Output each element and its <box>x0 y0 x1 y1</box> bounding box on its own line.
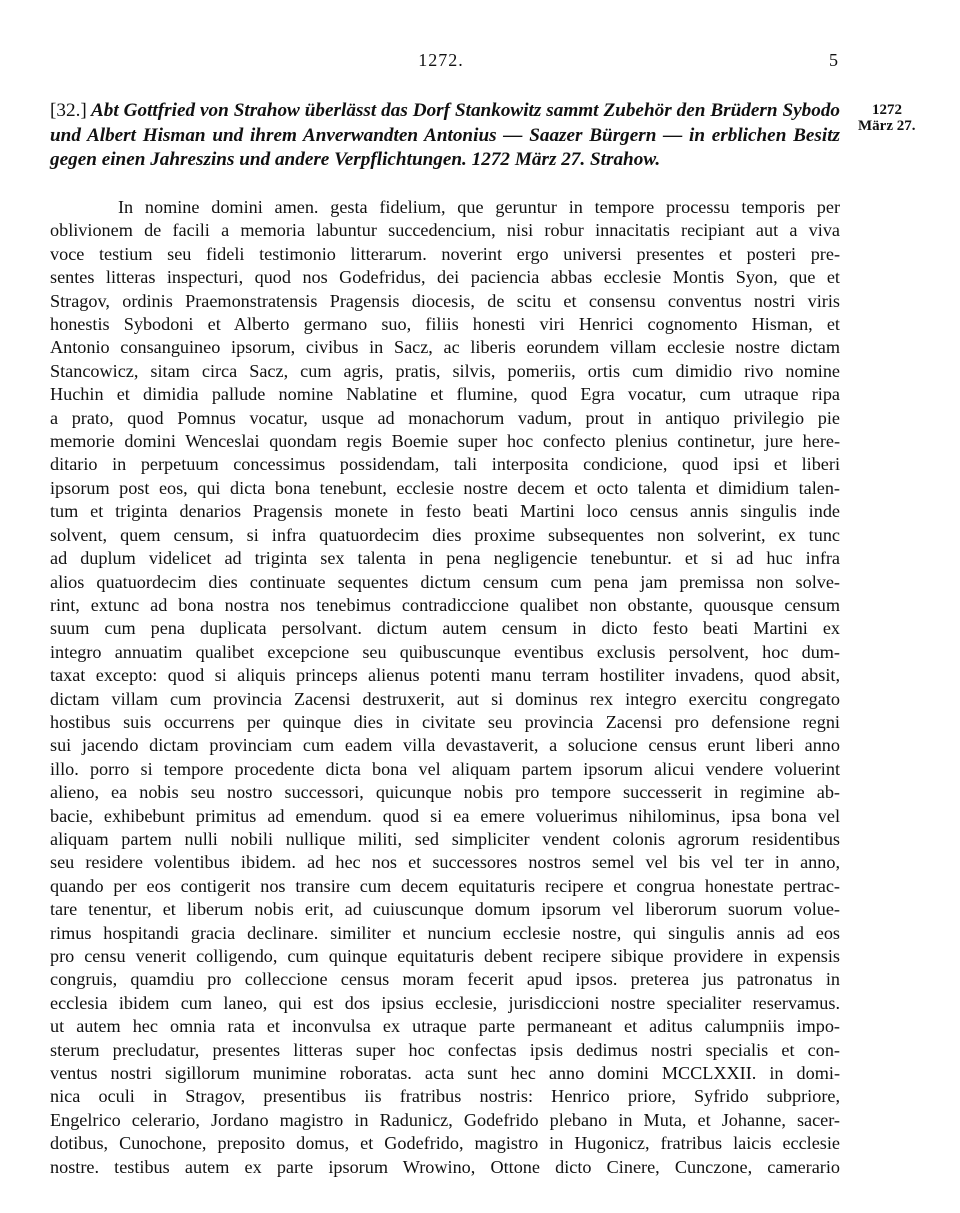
text-line: ditario in perpetuum concessimus possidendam, tali interposita condicione, quod ipsi et liberi <box>50 454 840 475</box>
text-line: rint, extunc ad bona nostra nos tenebimus contradiccione qualibet non obstante, quousque censum <box>50 594 840 615</box>
text-line: ut autem hec omnia rata et inconvulsa ex utraque parte permaneant et aditus calumpniis impo- <box>50 1016 840 1037</box>
text-line: hostibus suis occurrens per quinque dies in civitate seu provincia Zacensi pro defensione regni <box>50 711 840 732</box>
text-line: sentes litteras inspecturi, quod nos Godefridus, dei paciencia abbas ecclesie Montis Syon, que et <box>50 267 840 288</box>
page-number: 5 <box>829 50 838 70</box>
text-line: memorie domini Wenceslai quondam regis Boemie super hoc confecto plenius continetur, jure here- <box>50 431 840 452</box>
text-line: seu residere volentibus ibidem. ad hec nos et successores nostros semel vel bis vel ter in anno, <box>50 852 840 873</box>
text-line: aliquam partem nulli nobili nullique militi, sed simpliciter vendent colonis agrorum residentibus <box>50 828 840 849</box>
text-line: ecclesia ibidem cum laneo, qui est dos ipsius ecclesie, jurisdiccioni nostre specialiter reservamus. <box>50 992 840 1013</box>
text-line: In nomine domini amen. gesta fidelium, que geruntur in tempore processu temporis per <box>118 197 840 217</box>
text-line: sui jacendo dictam provinciam cum eadem villa devastaverit, a solucione census erunt liberi anno <box>50 735 840 756</box>
text-line: integro annuatim qualibet excepcione seu quibuscunque eventibus exclusis persolvent, hoc dum- <box>50 641 840 662</box>
text-line: a prato, quod Pomnus vocatur, usque ad monachorum vadum, prout in antiquo privilegio pie <box>50 407 840 428</box>
margin-note-year: 1272 <box>872 102 902 118</box>
text-line: Stancowicz, sitam circa Sacz, cum agris, pratis, silvis, pomeriis, ortis cum dimidio rivo nomine <box>50 360 840 381</box>
text-line: nostre. testibus autem ex parte ipsorum Wrowino, Ottone dicto Cinere, Cunczone, camerario <box>50 1156 840 1177</box>
page-header <box>0 50 960 74</box>
text-line: tum et triginta denarios Pragensis monete in festo beati Martini loco census annis singulis inde <box>50 501 840 522</box>
text-line: Huchin et dimidia pallude nomine Nablatine et flumine, quod Egra vocatur, cum utraque ripa <box>50 384 840 405</box>
text-line: dotibus, Cunochone, preposito domus, et Godefrido, magistro in Hugonicz, fratribus laicis ecclesie <box>50 1133 840 1154</box>
text-line: congruis, quamdiu pro colleccione census moram fecerit apud ipsos. preterea jus patronatus in <box>50 969 840 990</box>
margin-date-note <box>858 102 958 134</box>
text-line: oblivionem de facili a memoria labuntur succedencium, nisi robur innacitatis recipiant aut a viva <box>50 220 840 241</box>
text-line: suum cum pena duplicata persolvant. dictum autem censum in dicto festo beati Martini ex <box>50 618 840 639</box>
text-line: Engelrico celerario, Jordano magistro in Radunicz, Godefrido plebano in Muta, et Johanne, sacer- <box>50 1109 840 1130</box>
text-line: taxat excepto: quod si aliquis princeps alienus potenti manu terram hostiliter invadens, quod absit, <box>50 665 840 686</box>
text-line: illo. porro si tempore procedente dicta bona vel aliquam partem ipsorum alicui vendere voluerint <box>50 758 840 779</box>
text-line: dictam villam cum provincia Zacensi destruxerit, aut si dominus rex integro exercitu congregato <box>50 688 840 709</box>
text-line: honestis Sybodoni et Alberto germano suo, filiis honesti viri Henrici cognomento Hisman, et <box>50 314 840 335</box>
text-line: bacie, exhibebunt primitus ad emendum. quod si ea emere voluerimus nihilominus, ipsa bona vel <box>50 805 840 826</box>
charter-text <box>50 196 840 1179</box>
document-number: [32.] <box>50 100 87 121</box>
text-line: ventus nostri sigillorum munimine roboratas. acta sunt hec anno domini MCCLXXII. in domi- <box>50 1063 840 1084</box>
text-line: alieno, ea nobis seu nostro successori, quicunque nobis pro tempore successerit in regimine ab- <box>50 782 840 803</box>
text-line: Stragov, ordinis Praemonstratensis Pragensis diocesis, de scitu et consensu conventus nostri viris <box>50 290 840 311</box>
text-line: pro censu venerit colligendo, cum quinque equitaturis debent recipere sibique providere in expensis <box>50 946 840 966</box>
margin-note-date: März 27. <box>858 118 916 134</box>
document-regest <box>50 99 840 173</box>
text-line: voce testium seu fideli testimonio litterarum. noverint ergo universi presentes et posteri pre- <box>50 243 840 264</box>
text-line: solvent, quem censum, si infra quatuordecim dies proxime subsequentes non solverint, ex tunc <box>50 524 840 545</box>
text-line: quando per eos contigerit nos transire cum decem equitaturis recipere et congrua honestate pertrac- <box>50 875 840 896</box>
text-line: ipsorum post eos, qui dicta bona tenebunt, ecclesie nostre decem et octo talenta et dimidium talen- <box>50 477 840 498</box>
text-line: tare tenentur, et liberum nobis erit, ad cuiuscunque domum ipsorum vel liberorum suorum volue- <box>50 899 840 920</box>
text-line: ad duplum videlicet ad triginta sex talenta in pena negligencie tenebuntur. et si ad huc infra <box>50 548 840 569</box>
text-line: nica oculi in Stragov, presentibus iis fratribus nostris: Henrico priore, Syfrido subpriore, <box>50 1086 840 1107</box>
text-line: rimus hospitandi gracia declinare. similiter et nuncium ecclesie nostre, qui singulis annis ad eos <box>50 922 840 943</box>
running-head-year: 1272. <box>418 50 464 70</box>
text-line: alios quatuordecim dies continuate sequentes dictum censum cum pena jam premissa non solve- <box>50 571 840 592</box>
regest-summary: Abt Gottfried von Strahow überlässt das Dorf Stankowitz sammt Zubehör den Brüdern Sybodo und Albert Hisman und ihrem Anverwandten Antonius — Saazer Bürgern — in erblichen Besitz gegen einen Jahreszins und andere Verpflichtungen. 1272 März 27. Strahow. <box>50 100 841 170</box>
text-line: sterum precludatur, presentes litteras super hoc confectas ipsis dedimus nostri specialis et con- <box>50 1039 840 1060</box>
text-line: Antonio consanguineo ipsorum, civibus in Sacz, ac liberis eorundem villam ecclesie nostre dictam <box>50 337 840 358</box>
